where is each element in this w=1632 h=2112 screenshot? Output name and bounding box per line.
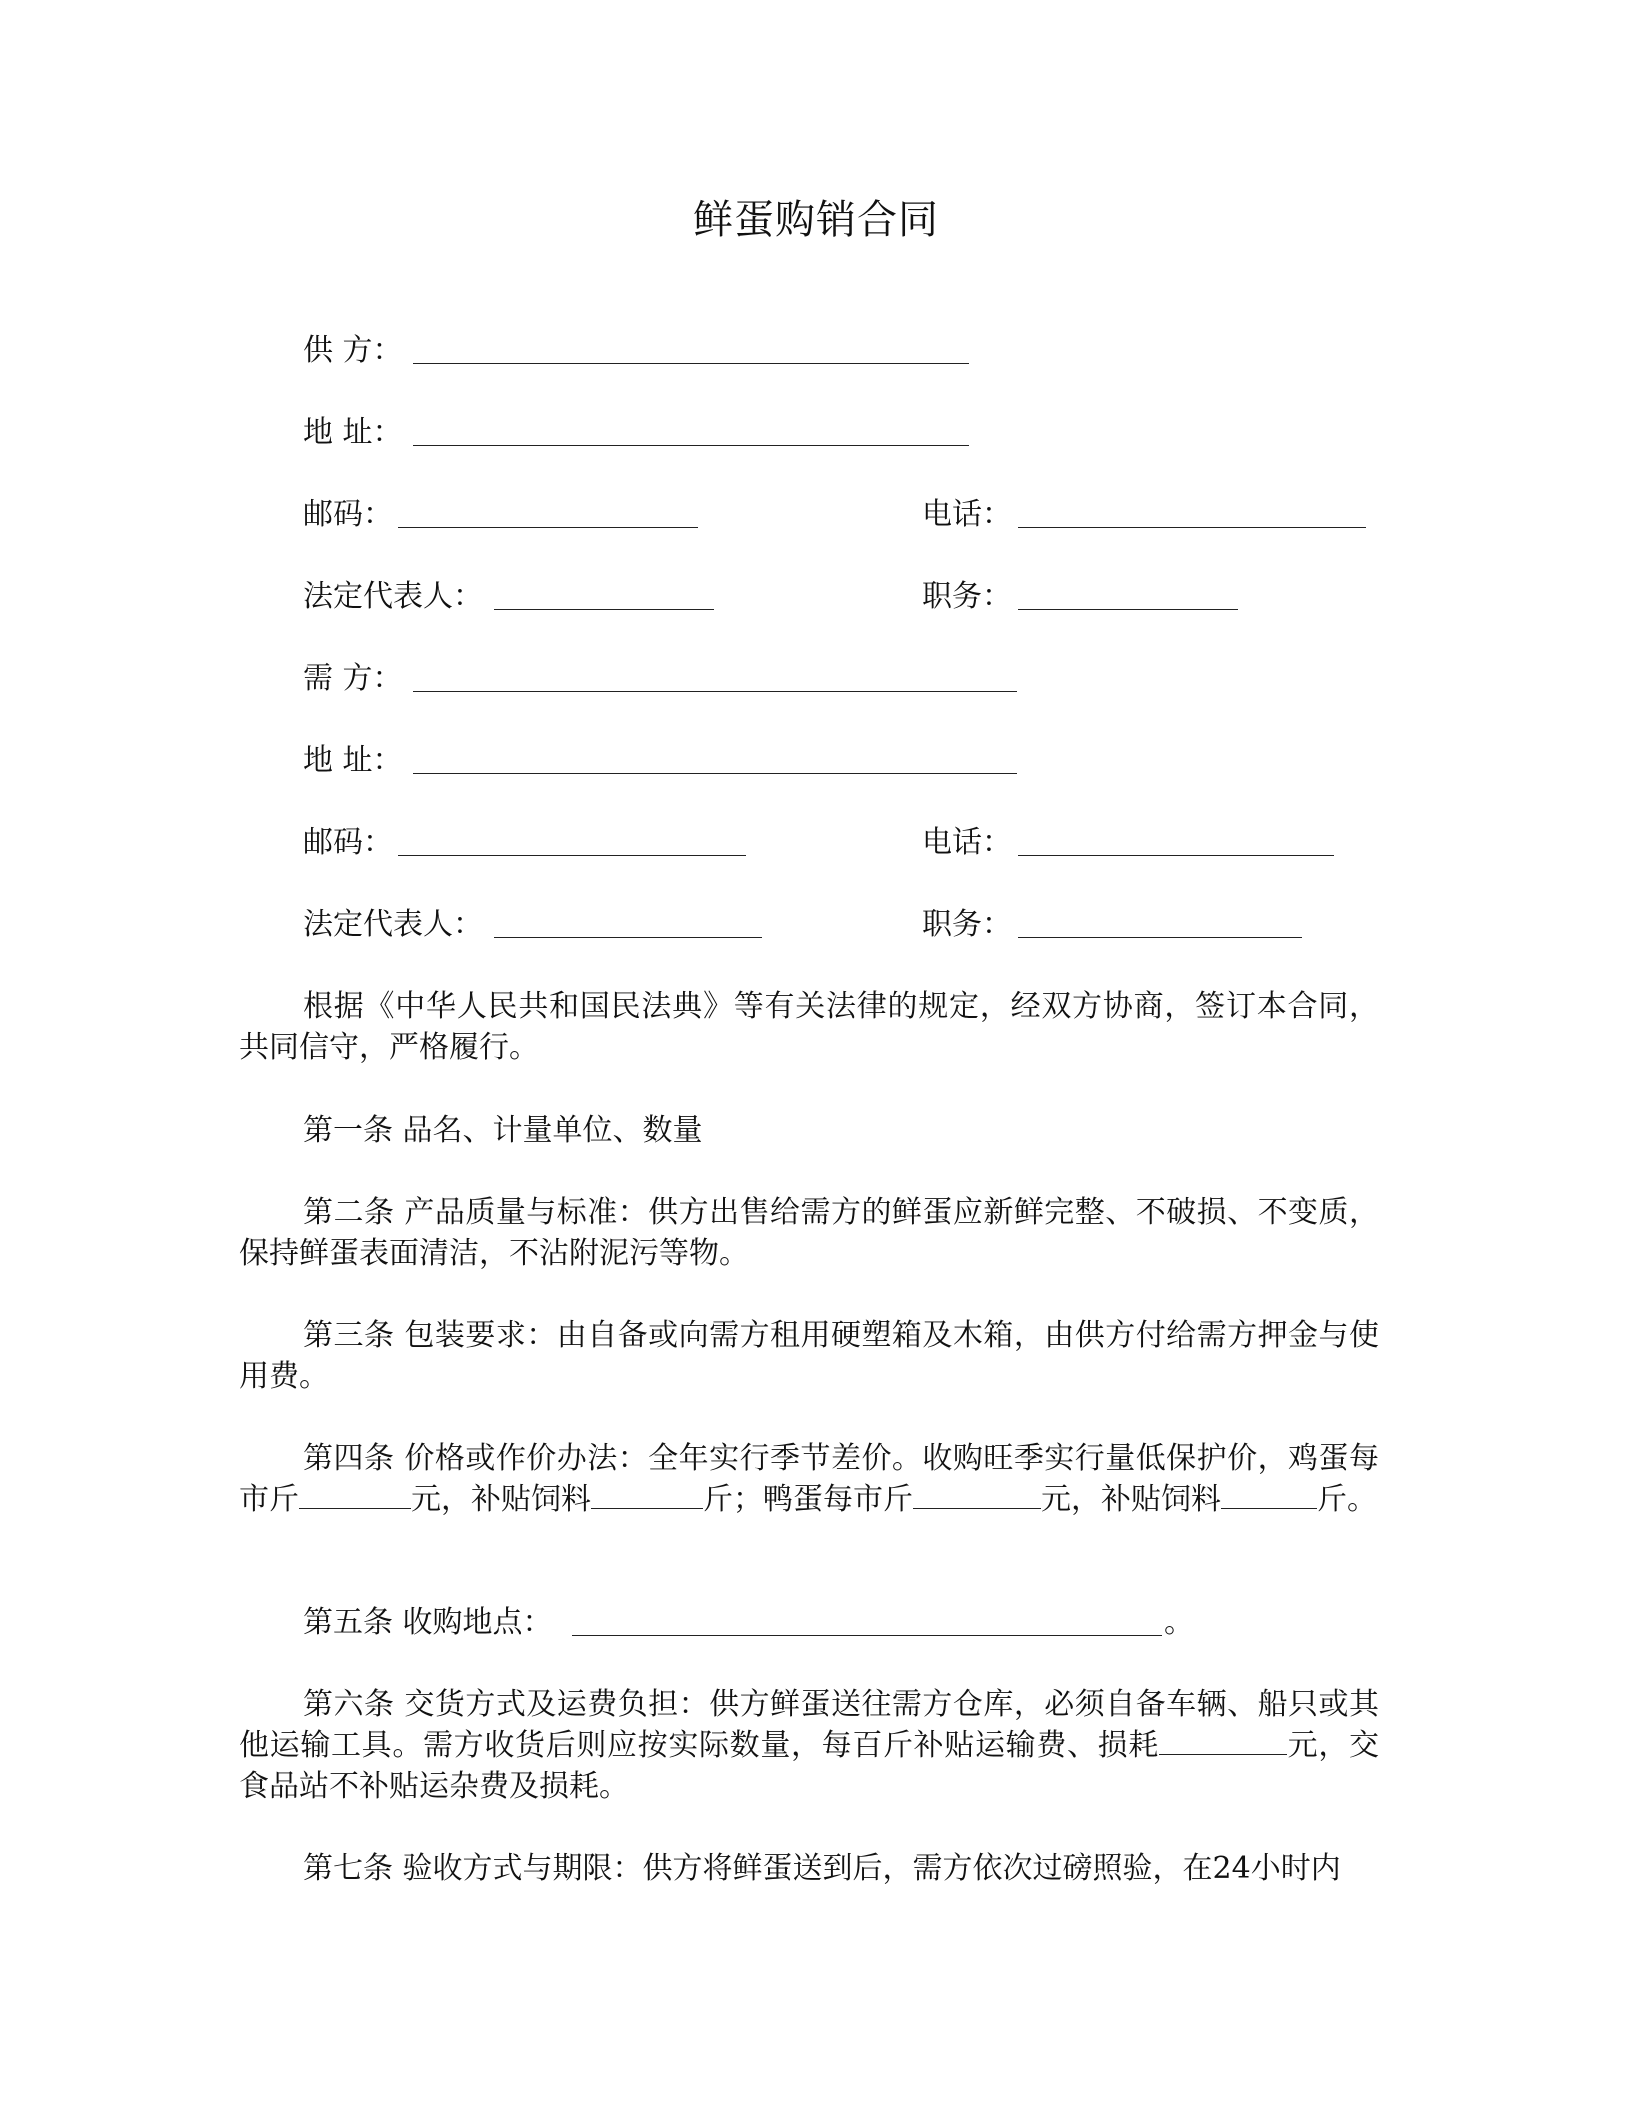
supplier-address-label: 地 址： <box>303 415 403 450</box>
article-3-paragraph: 第三条 包装要求：由自备或向需方租用硬塑箱及木箱，由供方付给需方押金与使用费。 <box>239 1318 1379 1394</box>
buyer-phone-label: 电话： <box>922 825 1012 860</box>
preamble-paragraph: 根据《中华人民共和国民法典》等有关法律的规定，经双方协商，签订本合同，共同信守，严格履行。 <box>239 989 1379 1065</box>
duck-feed-blank[interactable] <box>1221 1482 1317 1509</box>
buyer-position-label: 职务： <box>922 907 1012 942</box>
buyer-rep-blank[interactable] <box>494 937 762 938</box>
article-2-paragraph: 第二条 产品质量与标准：供方出售给需方的鲜蛋应新鲜完整、不破损、不变质，保持鲜蛋表面清洁，不沾附泥污等物。 <box>239 1195 1379 1271</box>
article-4-text-4: 元，补贴饲料 <box>1041 1482 1221 1517</box>
buyer-party-label: 需 方： <box>303 661 403 696</box>
buyer-postcode-label: 邮码： <box>303 825 393 860</box>
buyer-party-blank[interactable] <box>413 691 1017 692</box>
supplier-party-blank[interactable] <box>413 363 969 364</box>
buyer-phone-blank[interactable] <box>1018 855 1334 856</box>
article-5-end: 。 <box>1164 1605 1194 1640</box>
supplier-rep-label: 法定代表人： <box>303 579 483 614</box>
buyer-position-blank[interactable] <box>1018 937 1302 938</box>
egg-feed-blank[interactable] <box>591 1482 703 1509</box>
supplier-position-label: 职务： <box>922 579 1012 614</box>
egg-price-blank[interactable] <box>299 1482 411 1509</box>
article-4-text-2: 元，补贴饲料 <box>411 1482 591 1517</box>
duck-egg-price-blank[interactable] <box>913 1482 1041 1509</box>
purchase-location-blank[interactable] <box>572 1635 1162 1636</box>
article-6-text-2: 元，交食品站不补贴运杂费及损耗。 <box>239 1728 1380 1804</box>
buyer-address-blank[interactable] <box>413 773 1017 774</box>
article-4-text-5: 斤。 <box>1317 1482 1377 1517</box>
supplier-postcode-label: 邮码： <box>303 497 393 532</box>
transport-subsidy-blank[interactable] <box>1159 1728 1287 1755</box>
supplier-position-blank[interactable] <box>1018 609 1238 610</box>
supplier-party-label: 供 方： <box>303 333 403 368</box>
supplier-postcode-blank[interactable] <box>398 527 698 528</box>
article-4-paragraph <box>239 1438 1379 1520</box>
article-4-text-1: 第四条 价格或作价办法：全年实行季节差价。收购旺季实行量低保护价，鸡蛋每市斤 <box>239 1441 1379 1517</box>
supplier-phone-blank[interactable] <box>1018 527 1366 528</box>
article-4-text-3: 斤；鸭蛋每市斤 <box>703 1482 913 1517</box>
buyer-address-label: 地 址： <box>303 743 403 778</box>
supplier-phone-label: 电话： <box>922 497 1012 532</box>
article-6-text-1: 第六条 交货方式及运费负担：供方鲜蛋送往需方仓库，必须自备车辆、船只或其他运输工具。需方收货后则应按实际数量，每百斤补贴运输费、损耗 <box>239 1687 1379 1763</box>
article-1-heading: 第一条 品名、计量单位、数量 <box>303 1113 703 1148</box>
document-title: 鲜蛋购销合同 <box>693 197 939 243</box>
buyer-postcode-blank[interactable] <box>398 855 746 856</box>
buyer-rep-label: 法定代表人： <box>303 907 483 942</box>
article-7-paragraph: 第七条 验收方式与期限：供方将鲜蛋送到后，需方依次过磅照验，在24小时内 <box>303 1851 1341 1886</box>
supplier-rep-blank[interactable] <box>494 609 714 610</box>
article-6-paragraph <box>239 1684 1379 1807</box>
article-5-label: 第五条 收购地点： <box>303 1605 553 1640</box>
supplier-address-blank[interactable] <box>413 445 969 446</box>
